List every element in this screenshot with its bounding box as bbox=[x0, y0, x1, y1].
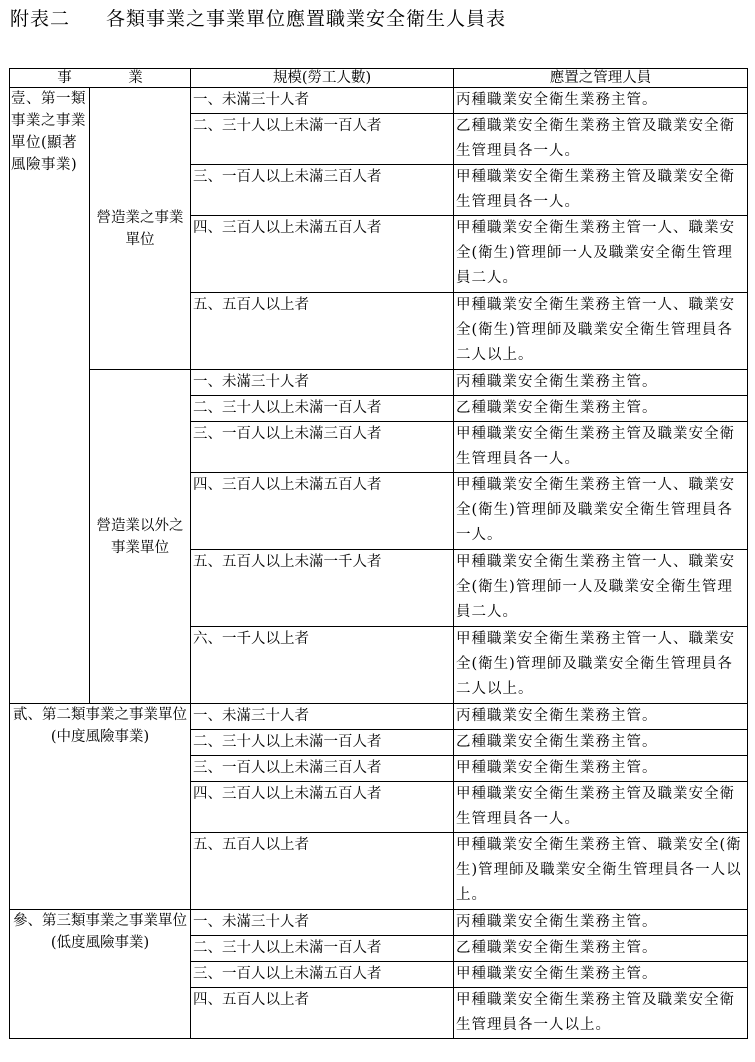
staff-cell: 丙種職業安全衛生業務主管。 bbox=[454, 88, 748, 114]
staff-cell: 丙種職業安全衛生業務主管。 bbox=[454, 704, 748, 730]
scale-cell: 三、一百人以上未滿三百人者 bbox=[191, 422, 454, 473]
scale-cell: 一、未滿三十人者 bbox=[191, 910, 454, 936]
scale-cell: 二、三十人以上未滿一百人者 bbox=[191, 114, 454, 165]
staff-cell: 甲種職業安全衛生業務主管。 bbox=[454, 962, 748, 988]
staff-cell: 甲種職業安全衛生業務主管一人、職業安全(衛生)管理師一人及職業安全衛生管理員二人。 bbox=[454, 216, 748, 293]
category-3: 參、第三類事業之事業單位(低度風險事業) bbox=[10, 910, 191, 1039]
staff-cell: 甲種職業安全衛生業務主管一人、職業安全(衛生)管理師及職業安全衛生管理員各一人。 bbox=[454, 473, 748, 550]
staff-cell: 乙種職業安全衛生業務主管。 bbox=[454, 936, 748, 962]
header-row bbox=[10, 69, 748, 88]
header-business: 事 業 bbox=[10, 69, 191, 88]
category-1-non-construction: 營造業以外之事業單位 bbox=[90, 370, 191, 704]
table-row bbox=[10, 370, 748, 396]
staff-cell: 乙種職業安全衛生業務主管及職業安全衛生管理員各一人。 bbox=[454, 114, 748, 165]
staff-cell: 乙種職業安全衛生業務主管。 bbox=[454, 396, 748, 422]
appendix-label: 附表二 bbox=[10, 8, 71, 30]
table-row bbox=[10, 704, 748, 730]
page-title bbox=[10, 6, 506, 32]
header-scale: 規模(勞工人數) bbox=[191, 69, 454, 88]
category-2: 貳、第二類事業之事業單位(中度風險事業) bbox=[10, 704, 191, 910]
category-1-construction: 營造業之事業單位 bbox=[90, 88, 191, 370]
table-row bbox=[10, 88, 748, 114]
scale-cell: 二、三十人以上未滿一百人者 bbox=[191, 730, 454, 756]
staff-cell: 甲種職業安全衛生業務主管、職業安全(衛生)管理師及職業安全衛生管理員各一人以上。 bbox=[454, 833, 748, 910]
scale-cell: 六、一千人以上者 bbox=[191, 627, 454, 704]
staff-cell: 甲種職業安全衛生業務主管及職業安全衛生管理員各一人以上。 bbox=[454, 988, 748, 1039]
scale-cell: 四、三百人以上未滿五百人者 bbox=[191, 473, 454, 550]
staff-cell: 甲種職業安全衛生業務主管一人、職業安全(衛生)管理師及職業安全衛生管理員各二人以上。 bbox=[454, 293, 748, 370]
staff-cell: 甲種職業安全衛生業務主管一人、職業安全(衛生)管理師及職業安全衛生管理員各二人以上。 bbox=[454, 627, 748, 704]
title-text: 各類事業之事業單位應置職業安全衛生人員表 bbox=[106, 8, 507, 30]
table-row bbox=[10, 910, 748, 936]
staff-cell: 甲種職業安全衛生業務主管及職業安全衛生管理員各一人。 bbox=[454, 165, 748, 216]
category-1: 壹、第一類事業之事業單位(顯著風險事業) bbox=[10, 88, 90, 704]
staff-cell: 甲種職業安全衛生業務主管及職業安全衛生管理員各一人。 bbox=[454, 422, 748, 473]
scale-cell: 三、一百人以上未滿三百人者 bbox=[191, 756, 454, 782]
scale-cell: 二、三十人以上未滿一百人者 bbox=[191, 396, 454, 422]
scale-cell: 三、一百人以上未滿三百人者 bbox=[191, 165, 454, 216]
scale-cell: 五、五百人以上者 bbox=[191, 293, 454, 370]
scale-cell: 五、五百人以上未滿一千人者 bbox=[191, 550, 454, 627]
scale-cell: 一、未滿三十人者 bbox=[191, 704, 454, 730]
scale-cell: 五、五百人以上者 bbox=[191, 833, 454, 910]
staff-cell: 甲種職業安全衛生業務主管及職業安全衛生管理員各一人。 bbox=[454, 782, 748, 833]
staff-cell: 丙種職業安全衛生業務主管。 bbox=[454, 370, 748, 396]
scale-cell: 一、未滿三十人者 bbox=[191, 88, 454, 114]
staff-cell: 乙種職業安全衛生業務主管。 bbox=[454, 730, 748, 756]
scale-cell: 四、五百人以上者 bbox=[191, 988, 454, 1039]
scale-cell: 二、三十人以上未滿一百人者 bbox=[191, 936, 454, 962]
header-staff: 應置之管理人員 bbox=[454, 69, 748, 88]
staff-cell: 丙種職業安全衛生業務主管。 bbox=[454, 910, 748, 936]
staff-cell: 甲種職業安全衛生業務主管一人、職業安全(衛生)管理師一人及職業安全衛生管理員二人。 bbox=[454, 550, 748, 627]
staffing-table bbox=[9, 68, 748, 1039]
scale-cell: 四、三百人以上未滿五百人者 bbox=[191, 216, 454, 293]
scale-cell: 四、三百人以上未滿五百人者 bbox=[191, 782, 454, 833]
scale-cell: 三、一百人以上未滿五百人者 bbox=[191, 962, 454, 988]
staff-cell: 甲種職業安全衛生業務主管。 bbox=[454, 756, 748, 782]
scale-cell: 一、未滿三十人者 bbox=[191, 370, 454, 396]
